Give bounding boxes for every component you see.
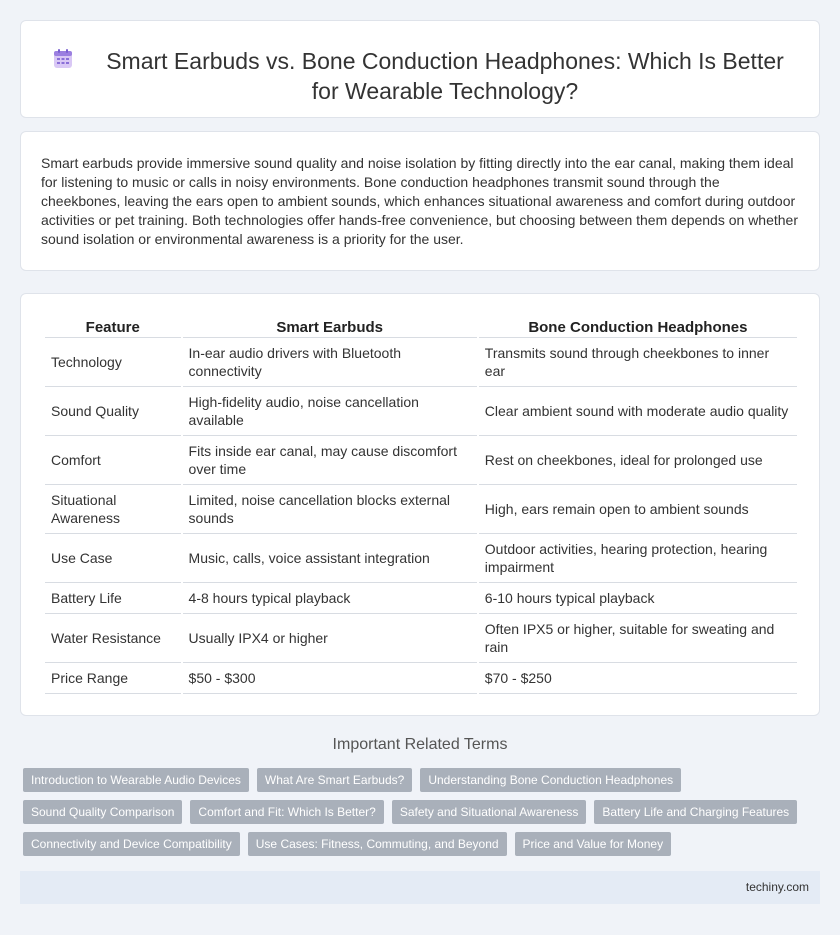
related-tag[interactable]: Safety and Situational Awareness [392,800,587,824]
bone-cell: Transmits sound through cheekbones to inner ear [479,338,797,387]
title-card [20,20,820,118]
table-row [45,436,797,485]
bone-cell: High, ears remain open to ambient sounds [479,485,797,534]
bone-cell: Outdoor activities, hearing protection, hearing impairment [479,534,797,583]
feature-cell: Use Case [45,534,181,583]
related-tag[interactable]: Battery Life and Charging Features [594,800,797,824]
feature-cell: Technology [45,338,181,387]
intro-card [20,131,820,271]
table-header-row [45,314,797,338]
bone-cell: Clear ambient sound with moderate audio quality [479,387,797,436]
comparison-card [20,293,820,716]
earbuds-cell: Usually IPX4 or higher [183,614,477,663]
related-tag[interactable]: Connectivity and Device Compatibility [23,832,240,856]
feature-cell: Battery Life [45,583,181,614]
table-row [45,485,797,534]
table-row [45,583,797,614]
footer-brand[interactable]: techiny.com [745,880,809,894]
earbuds-cell: High-fidelity audio, noise cancellation available [183,387,477,436]
related-tag[interactable]: What Are Smart Earbuds? [257,768,412,792]
table-row [45,387,797,436]
feature-cell: Situational Awareness [45,485,181,534]
header-smart-earbuds: Smart Earbuds [183,314,477,338]
table-row [45,534,797,583]
related-tag[interactable]: Use Cases: Fitness, Commuting, and Beyond [248,832,507,856]
comparison-table [43,314,799,694]
table-row [45,614,797,663]
bone-cell: $70 - $250 [479,663,797,694]
footer [20,871,820,904]
tag-row [23,768,813,792]
page-title: Smart Earbuds vs. Bone Conduction Headphones: Which Is Better for Wearable Technology? [106,48,784,104]
tag-row [23,832,813,856]
related-terms-heading: Important Related Terms [332,736,508,753]
bone-cell: 6-10 hours typical playback [479,583,797,614]
related-tag[interactable]: Understanding Bone Conduction Headphones [420,768,681,792]
earbuds-cell: Music, calls, voice assistant integration [183,534,477,583]
feature-cell: Price Range [45,663,181,694]
related-tag[interactable]: Introduction to Wearable Audio Devices [23,768,249,792]
related-tag[interactable]: Sound Quality Comparison [23,800,182,824]
earbuds-cell: $50 - $300 [183,663,477,694]
earbuds-cell: In-ear audio drivers with Bluetooth connectivity [183,338,477,387]
related-tag[interactable]: Comfort and Fit: Which Is Better? [190,800,383,824]
intro-paragraph: Smart earbuds provide immersive sound quality and noise isolation by fitting directly into the ear canal, making them ideal for listening to music or calls in noisy environments. Bone conduction headphones transmit sound through the cheekbones, leaving the ears open to ambient sounds, which enhances situational awareness and comfort during outdoor activities or pet training. Both technologies offer hands-free convenience, but choosing between them depends on whether sound isolation or environmental awareness is a priority for the user. [41,155,799,247]
earbuds-cell: Fits inside ear canal, may cause discomfort over time [183,436,477,485]
feature-cell: Sound Quality [45,387,181,436]
feature-cell: Comfort [45,436,181,485]
table-row [45,663,797,694]
header-bone-conduction: Bone Conduction Headphones [479,314,797,338]
feature-cell: Water Resistance [45,614,181,663]
related-tag[interactable]: Price and Value for Money [515,832,672,856]
header-feature: Feature [45,314,181,338]
bone-cell: Often IPX5 or higher, suitable for sweating and rain [479,614,797,663]
earbuds-cell: 4-8 hours typical playback [183,583,477,614]
bone-cell: Rest on cheekbones, ideal for prolonged use [479,436,797,485]
table-row [45,338,797,387]
related-terms [23,768,813,864]
tag-row [23,800,813,824]
earbuds-cell: Limited, noise cancellation blocks external sounds [183,485,477,534]
